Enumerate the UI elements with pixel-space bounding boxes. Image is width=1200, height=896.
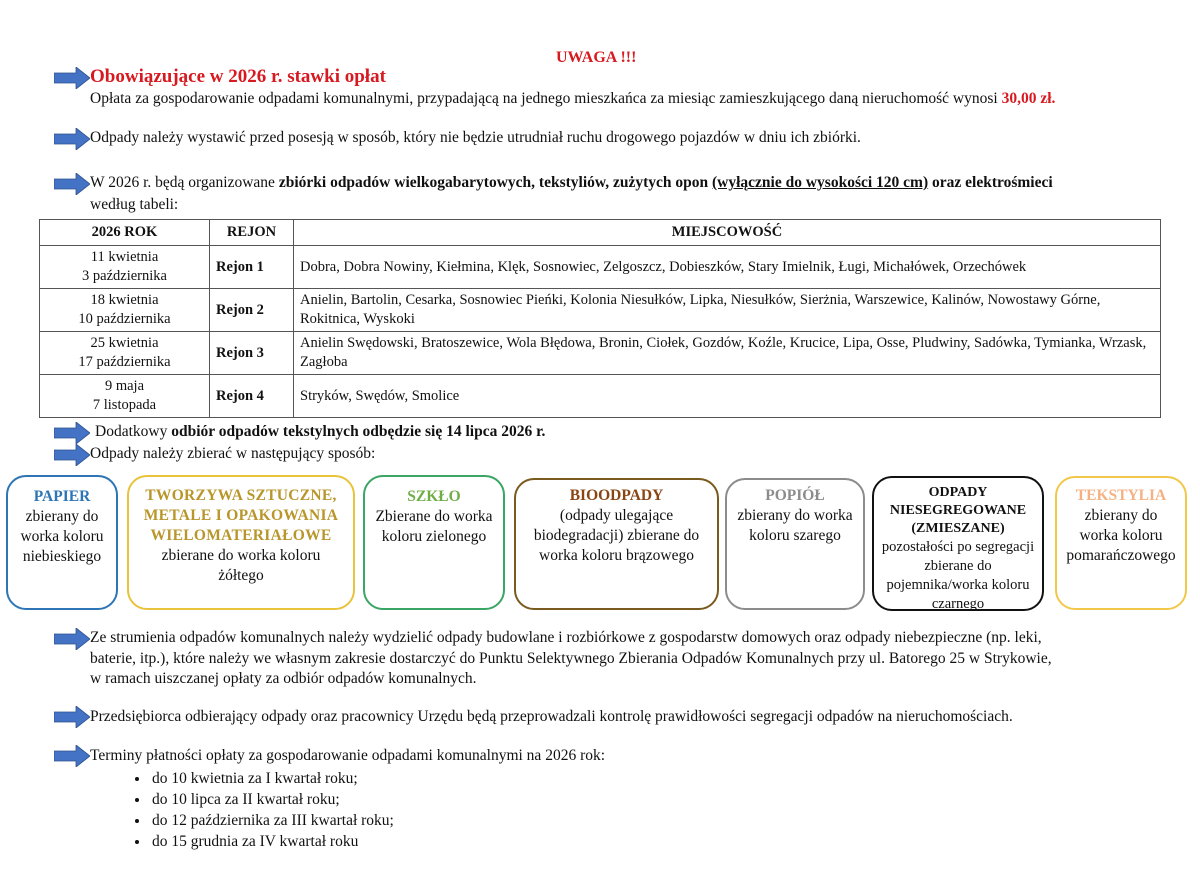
list-item: • do 15 grudnia za IV kwartał roku	[150, 831, 394, 852]
localities-cell: Dobra, Dobra Nowiny, Kiełmina, Klęk, Sosnowiec, Zelgoszcz, Dobieszków, Stary Imielnik, Ługi, Michałówek, Orzechówek	[294, 246, 1161, 289]
region-cell: Rejon 2	[210, 289, 294, 332]
region-cell: Rejon 3	[210, 332, 294, 375]
col-header-year: 2026 ROK	[40, 220, 210, 246]
date-2: 3 października	[82, 268, 167, 284]
bin-paper: PAPIER zbierany do worka koloru niebieskiego	[6, 475, 118, 610]
bulky-collection-notice-cont: według tabeli:	[90, 196, 179, 213]
date-2: 17 października	[78, 354, 171, 370]
construction-notice-line1: Ze strumienia odpadów komunalnych należy wydzielić odpady budowlane i rozbiórkowe z gospodarstw domowych oraz odpady niebezpieczne (np. leki,	[90, 629, 1042, 646]
construction-notice-line2: baterie, itp.), które należy we własnym zakresie dostarczyć do Punktu Selektywnego Zbierania Odpadów Komunalnych przy ul. Batorego 25 w Strykowie,	[90, 650, 1052, 667]
arrow-right-icon	[54, 67, 90, 89]
localities-cell: Anielin Swędowski, Bratoszewice, Wola Błędowa, Bronin, Ciołek, Gozdów, Koźle, Krucice, Lipa, Osse, Pludwiny, Sadówka, Tymianka, Wrzask, Zagłoba	[294, 332, 1161, 375]
arrow-right-icon	[54, 444, 90, 466]
table-row	[40, 375, 1161, 418]
arrow-right-icon	[54, 706, 90, 728]
bulky-collection-notice: W 2026 r. będą organizowane zbiórki odpadów wielkogabarytowych, tekstyliów, zużytych opon (wyłącznie do wysokości 120 cm) oraz elektrośmieci	[90, 174, 1053, 191]
table-row	[40, 332, 1161, 375]
table-row	[40, 289, 1161, 332]
bin-glass: SZKŁO Zbierane do worka koloru zielonego	[363, 475, 505, 610]
collection-schedule-table	[39, 219, 1161, 418]
bin-mixed: ODPADY NIESEGREGOWANE (ZMIESZANE) pozostałości po segregacji zbierane do pojemnika/worka koloru czarnego	[872, 476, 1044, 611]
localities-cell: Anielin, Bartolin, Cesarka, Sosnowiec Pieńki, Kolonia Niesułków, Lipka, Niesułków, Sierżnia, Warszewice, Kalinów, Nowostawy Górne, Rokitnica, Wyskoki	[294, 289, 1161, 332]
date-2: 7 listopada	[92, 397, 157, 413]
bin-textiles: TEKSTYLIA zbierany do worka koloru pomarańczowego	[1055, 476, 1187, 610]
date-2: 10 października	[78, 311, 171, 327]
date-1: 18 kwietnia	[90, 292, 159, 308]
arrow-right-icon	[54, 128, 90, 150]
arrow-right-icon	[54, 173, 90, 195]
list-item: • do 12 października za III kwartał roku;	[150, 810, 394, 831]
date-1: 11 kwietnia	[90, 249, 159, 265]
arrow-right-icon	[54, 422, 90, 444]
placement-notice: Odpady należy wystawić przed posesją w sposób, który nie będzie utrudniał ruchu drogowego pojazdów w dniu ich zbiórki.	[90, 129, 861, 146]
table-header-row	[40, 220, 1161, 246]
list-item: • do 10 kwietnia za I kwartał roku;	[150, 768, 394, 789]
date-1: 25 kwietnia	[90, 335, 159, 351]
bin-bio: BIOODPADY (odpady ulegające biodegradacji) zbierane do worka koloru brązowego	[514, 478, 719, 610]
region-cell: Rejon 1	[210, 246, 294, 289]
bin-plastics-metals: TWORZYWA SZTUCZNE, METALE I OPAKOWANIA WIELOMATERIAŁOWE zbierane do worka koloru żółtego	[127, 475, 355, 610]
arrow-right-icon	[54, 745, 90, 767]
control-notice: Przedsiębiorca odbierający odpady oraz pracownicy Urzędu będą przeprowadzali kontrolę prawidłowości segregacji odpadów na nieruchomościach.	[90, 708, 1013, 725]
payments-list	[118, 768, 394, 852]
collect-intro: Odpady należy zbierać w następujący sposób:	[90, 445, 376, 462]
rates-title: Obowiązujące w 2026 r. stawki opłat	[90, 66, 386, 87]
date-1: 9 maja	[104, 378, 145, 394]
list-item: • do 10 lipca za II kwartał roku;	[150, 789, 394, 810]
payments-title: Terminy płatności opłaty za gospodarowanie odpadami komunalnymi na 2026 rok:	[90, 747, 606, 764]
textile-notice: Dodatkowy odbiór odpadów tekstylnych odbędzie się 14 lipca 2026 r.	[95, 423, 546, 440]
rates-text: Opłata za gospodarowanie odpadami komunalnymi, przypadającą na jednego mieszkańca za miesiąc zamieszkującego daną nieruchomość wynosi 30,00 zł.	[90, 90, 1056, 107]
arrow-right-icon	[54, 628, 90, 650]
bin-ash: POPIÓŁ zbierany do worka koloru szarego	[725, 478, 865, 610]
col-header-locality: MIEJSCOWOŚĆ	[294, 220, 1161, 246]
localities-cell: Stryków, Swędów, Smolice	[294, 375, 1161, 418]
table-row	[40, 246, 1161, 289]
warning-heading: UWAGA !!!	[556, 49, 637, 66]
construction-notice-line3: w ramach uiszczanej opłaty za odbiór odpadów komunalnych.	[90, 670, 477, 687]
col-header-region: REJON	[210, 220, 294, 246]
region-cell: Rejon 4	[210, 375, 294, 418]
rates-amount: 30,00 zł.	[1001, 90, 1056, 107]
